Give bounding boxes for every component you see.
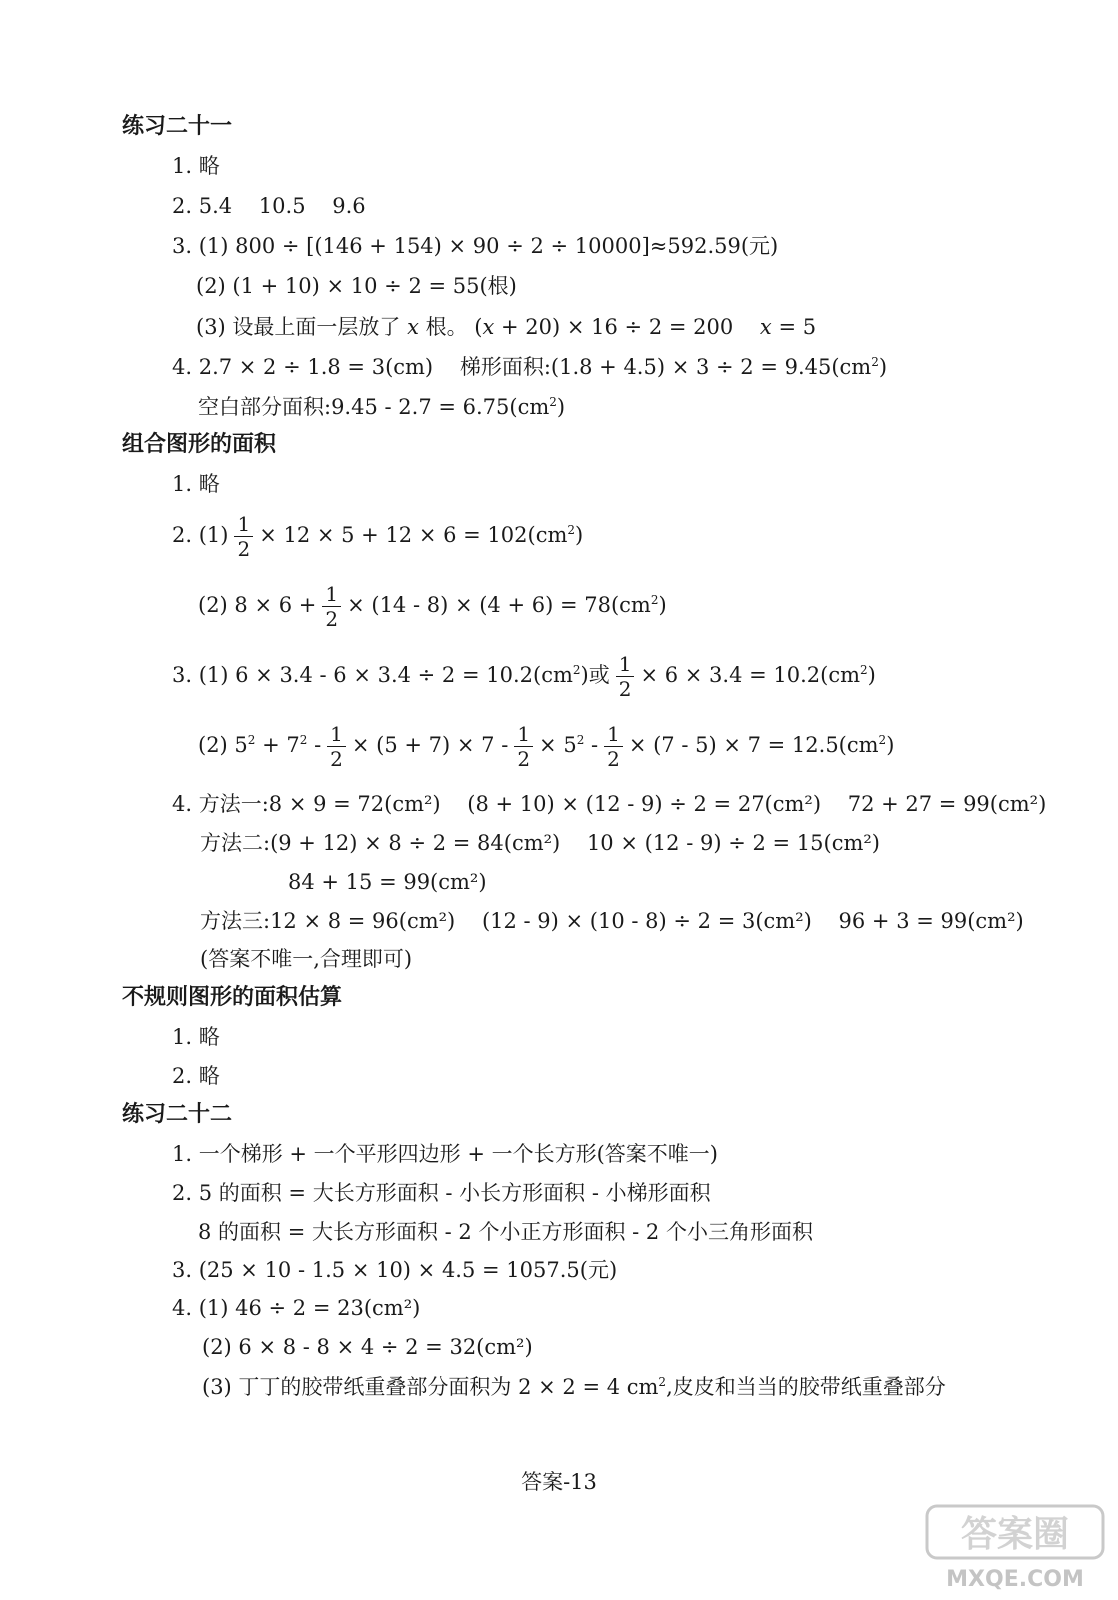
answer-line: (2) 6 × 8 - 8 × 4 ÷ 2 = 32(cm²) [202,1335,533,1359]
watermark-brand-text: 答案圈 [960,1514,1070,1555]
answer-line: 2. 5.4 10.5 9.6 [172,194,366,218]
section-title-exercise-22: 练习二十二 [122,1102,233,1127]
answer-line: 2. (1) $\frac{1}{2}$ × $12 \times 5 + 12 \times 6 = 102(cm^2)$ [172,512,584,561]
section-title-composite-area: 组合图形的面积 [122,432,277,457]
answer-line: 1. 略 [172,472,220,496]
answer-line: (3) 设最上面一层放了 x 根。 (x + 20) × 16 ÷ 2 = 200 x = 5 [196,315,817,339]
fraction: $\frac{1}{2}$ [327,722,346,771]
fraction: $\frac{1}{2}$ [322,582,341,631]
answer-line: 3. (1) $6 \times 3.4 - 6 \times 3.4 \div 2 = 10.2(cm^2)$或 $\frac{1}{2}$ × $6 \times 3.4 = 10.2(cm^2)$ [172,652,876,701]
answer-line: (2) (1 + 10) × 10 ÷ 2 = 55(根) [196,274,517,298]
fraction: $\frac{1}{2}$ [514,722,533,771]
fraction: $\frac{1}{2}$ [616,652,635,701]
answer-line: 2. 5 的面积 = 大长方形面积 - 小长方形面积 - 小梯形面积 [172,1181,711,1205]
answer-line: 方法二:(9 + 12) × 8 ÷ 2 = 84(cm²) 10 × (12 - 9) ÷ 2 = 15(cm²) [200,831,880,855]
answer-line: 空白部分面积:9.45 - $2.7 = 6.75(cm^2)$ [198,395,566,419]
answer-line: 4. 方法一:8 × 9 = 72(cm²) (8 + 10) × (12 - 9) ÷ 2 = 27(cm²) 72 + 27 = 99(cm²) [172,792,1047,816]
answer-line: 4. (1) 46 ÷ 2 = 23(cm²) [172,1296,421,1320]
answer-line: (2) $5^2 + 7^2$ - $\frac{1}{2}$ × (5 + 7) × 7 - $\frac{1}{2}$ × $5^2$ - $\frac{1}{2}$ × $(7 - 5) \times 7 = 12.5(cm^2)$ [198,722,895,771]
fraction: $\frac{1}{2}$ [604,722,623,771]
page-number: 答案-13 [521,1470,597,1494]
fraction: $\frac{1}{2}$ [234,512,253,561]
answer-line: 1. 略 [172,1025,220,1049]
answer-line: 2. 略 [172,1064,220,1088]
answer-line: (2) 8 × 6 + $\frac{1}{2}$ × $(14 - 8) \times (4 + 6) = 78(cm^2)$ [198,582,667,631]
watermark-logo [925,1502,1105,1594]
answer-line: 3. (1) 800 ÷ [(146 + 154) × 90 ÷ 2 ÷ 10000]≈592.59(元) [172,234,779,258]
answer-line: 84 + 15 = 99(cm²) [288,870,487,894]
answer-line: 8 的面积 = 大长方形面积 - 2 个小正方形面积 - 2 个小三角形面积 [198,1220,813,1244]
answer-line: 方法三:12 × 8 = 96(cm²) (12 - 9) × (10 - 8) ÷ 2 = 3(cm²) 96 + 3 = 99(cm²) [200,909,1024,933]
section-title-exercise-21: 练习二十一 [122,114,233,139]
watermark-url-text: MXQE.COM [946,1567,1084,1592]
answer-line: 1. 一个梯形 + 一个平形四边形 + 一个长方形(答案不唯一) [172,1142,718,1166]
answer-line: (3) 丁丁的胶带纸重叠部分面积为 2 × 2 = 4 $cm^2$,皮皮和当当的胶带纸重叠部分 [202,1375,946,1399]
answer-note: (答案不唯一,合理即可) [200,947,413,971]
answer-line: 1. 略 [172,154,220,178]
answer-line: 4. 2.7 × 2 ÷ 1.8 = 3(cm) 梯形面积:(1.8 + $4.5) \times 3 \div 2 = 9.45(cm^2)$ [172,355,888,379]
answer-line: 3. (25 × 10 - 1.5 × 10) × 4.5 = 1057.5(元) [172,1258,618,1282]
section-title-irregular-area: 不规则图形的面积估算 [122,985,343,1010]
